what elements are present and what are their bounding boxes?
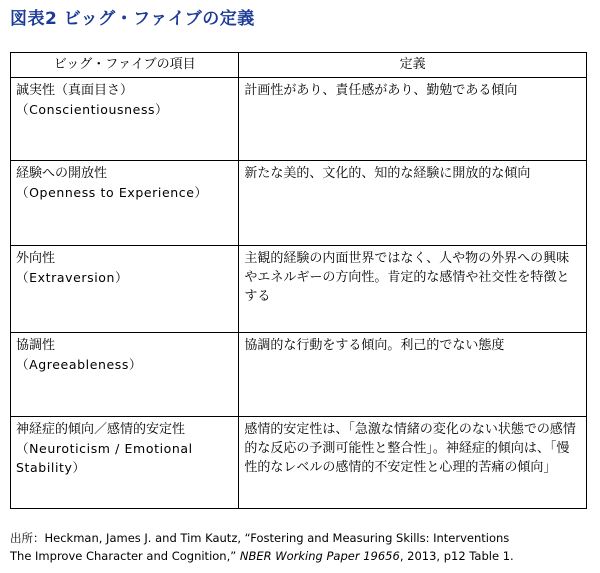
table-row xyxy=(11,78,587,161)
source-line-1: 出所：Heckman, James J. and Tim Kautz, “Fostering and Measuring Skills: Interventions xyxy=(10,531,510,545)
item-label: 外向性 xyxy=(16,251,56,266)
item-cell xyxy=(11,417,239,509)
item-cell xyxy=(11,333,239,417)
item-label: 神経症的傾向／感情的安定性 xyxy=(16,422,186,437)
item-english: （Neuroticism / Emotional Stability） xyxy=(16,441,193,475)
item-cell xyxy=(11,246,239,333)
big-five-table xyxy=(10,52,587,509)
header-definition: 定義 xyxy=(239,53,587,78)
definition-cell: 協調的な行動をする傾向。利己的でない態度 xyxy=(239,333,587,417)
item-english: （Agreeableness） xyxy=(16,357,143,372)
item-cell xyxy=(11,78,239,161)
item-label: 協調性 xyxy=(16,338,56,353)
item-label: 誠実性（真面目さ） xyxy=(16,83,134,98)
definition-cell: 計画性があり、責任感があり、勤勉である傾向 xyxy=(239,78,587,161)
source-line-2-post: , 2013, p12 Table 1. xyxy=(399,549,514,563)
item-english: （Extraversion） xyxy=(16,270,129,285)
item-english: （Conscientiousness） xyxy=(16,102,169,117)
table-row xyxy=(11,417,587,509)
header-item: ビッグ・ファイブの項目 xyxy=(11,53,239,78)
table-row xyxy=(11,246,587,333)
item-english: （Openness to Experience） xyxy=(16,185,208,200)
figure-title: 図表2 ビッグ・ファイブの定義 xyxy=(10,9,255,29)
item-cell xyxy=(11,161,239,246)
source-line-2-pre: The Improve Character and Cognition,” xyxy=(10,549,237,563)
item-label: 経験への開放性 xyxy=(16,166,108,181)
source-citation xyxy=(10,529,514,565)
table-header-row xyxy=(11,53,587,78)
definition-cell: 新たな美的、文化的、知的な経験に開放的な傾向 xyxy=(239,161,587,246)
definition-cell: 主観的経験の内面世界ではなく、人や物の外界への興味やエネルギーの方向性。肯定的な感情や社交性を特徴とする xyxy=(239,246,587,333)
table-row xyxy=(11,333,587,417)
table-row xyxy=(11,161,587,246)
source-line-2 xyxy=(10,547,514,565)
source-journal-title: NBER Working Paper 19656 xyxy=(239,549,400,563)
definition-cell: 感情的安定性は、「急激な情緒の変化のない状態での感情的な反応の予測可能性と整合性」。神経症的傾向は、「慢性的なレベルの感情的不安定性と心理的苦痛の傾向」 xyxy=(239,417,587,509)
